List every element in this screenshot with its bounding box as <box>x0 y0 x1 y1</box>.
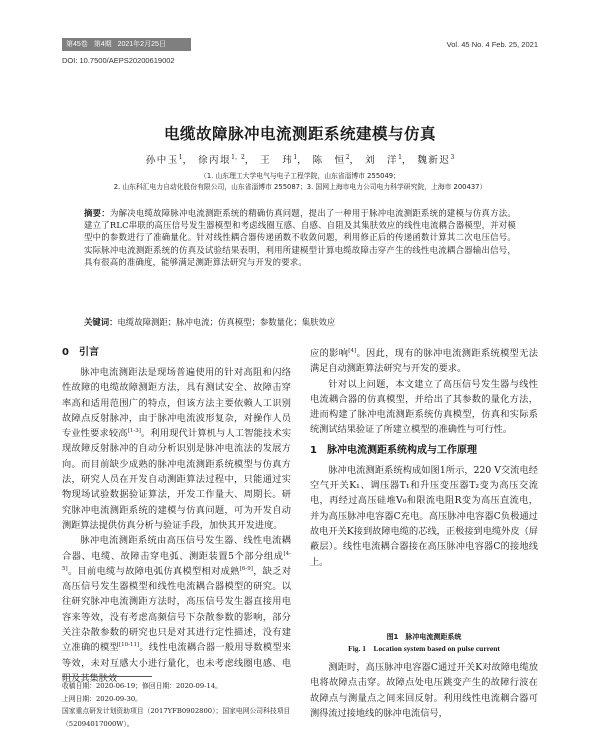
abstract <box>84 207 516 268</box>
affiliation-line-1: （1. 山东理工大学电气与电子工程学院，山东省淄博市 255049； <box>200 172 400 180</box>
author-affil: 3 <box>450 154 455 161</box>
date-label: 2021年2月25日 <box>117 41 166 48</box>
figure-caption-cn: 图1 脉冲电流测距系统 <box>386 633 462 641</box>
figure-caption-en: Fig. 1 Location system based on pulse current <box>348 644 500 653</box>
journal-citation: Vol. 45 No. 4 Feb. 25, 2021 <box>446 40 538 49</box>
doi-line: DOI: 10.7500/AEPS20200619002 <box>62 56 175 65</box>
paragraph: 脉冲电流测距系统构成如图1所示，220 V交流电经空气开关K₁、调压器T₁和升压变压器T₂变为高压交流电，再经过高压硅堆V₀和限流电阻R变为高压直流电，并为高压脉冲电容器C充电。高压脉冲电容器C负极通过故电开关K接到故障电缆的芯线，正极接到电缆外皮（屏蔽层）。线性电流耦合器接在高压脉冲电容器C的接地线上。 <box>310 464 538 568</box>
author-name: 魏新迟 <box>417 155 451 167</box>
paragraph-text: 。因此，现有的脉冲电流测距系统模型无法满足自动测距算法研究与开发的要求。 <box>310 348 538 375</box>
paragraph-text: 。线性电流耦合器一般用导数模型来等效，未对互感大小进行量化，也未考虑线圈电感、电阻及其集肤效 <box>62 642 292 684</box>
abstract-text: 为解决电缆故障脉冲电流测距系统的精确仿真问题，提出了一种用于脉冲电流测距系统的建模与仿真方法。建立了RLC串联的高压信号发生器模型和考虑线圈互感、自感、自阻及其集肤效应的线性电流耦合器模型，并对模型中的参数进行了准确量化。针对线性耦合器传递函数不收敛问题，利用修正后的传递函数计算其二次电压信号。实际脉冲电流测距系统的仿真及试验结果表明，利用所建模型计算电缆故障击穿产生的线性电流耦合器输出信号，具有很高的准确度，能够满足测距算法研究与开发的要求。 <box>84 208 516 267</box>
affiliation-line-2: 2. 山东科汇电力自动化股份有限公司，山东省淄博市 255087；3. 国网上海市电力公司电力科学研究院，上海市 200437） <box>113 183 487 191</box>
paper-title: 电缆故障脉冲电流测距系统建模与仿真 <box>163 125 436 143</box>
citation: [4] <box>348 347 357 354</box>
paragraph <box>62 365 291 533</box>
keywords <box>84 316 516 328</box>
journal-header-bar <box>62 38 191 51</box>
author-list: 孙中玉$^1$， 徐丙垠$^{1,2}$， 王 玮$^1$， 陈 恒$^2$， 刘 洋$^1$， 魏新迟$^3$ <box>145 154 455 167</box>
funding-note: 国家重点研发计划资助项目（2017YFB0902800）；国家电网公司科技项目（52094017000W）。 <box>62 707 291 728</box>
citation: [4-5] <box>62 550 291 572</box>
paragraph-text: 应的影响 <box>310 348 349 359</box>
figure-1 <box>310 538 538 628</box>
right-column-bottom <box>310 660 538 721</box>
paragraph <box>62 533 291 686</box>
section-heading-introduction: 0 引言 <box>62 347 99 358</box>
paragraph <box>310 346 538 377</box>
author-name: 陈 恒 <box>312 155 346 167</box>
author-name: 王 玮 <box>260 155 294 167</box>
citation: [1-3] <box>127 428 141 435</box>
citation: [10-11] <box>118 642 140 649</box>
author-name: 刘 洋 <box>365 155 399 167</box>
paragraph-text: 。利用现代计算机与人工智能技术实现故障反射脉冲的自动分析识别是脉冲电流法的发展方向。而目前缺少成熟的脉冲电流测距系统模型与仿真方法，研究人员在开发自动测距算法过程中，只能通过实物现场试验数据验证算法，开发工作量大、周期长。研究脉冲电流测距系统的建模与仿真问题，可为开发自动测距算法提供仿真分析与验证手段，加快其开发进度。 <box>62 428 292 531</box>
section-heading-system: 1 脉冲电流测距系统构成与工作原理 <box>310 444 477 456</box>
paragraph-text: 脉冲电流测距法是现场普遍使用的针对高阻和闪络性故障的电缆故障测距方法，具有测试安全、故障击穿率高和适用范围广的特点，但该方法主要依赖人工识别故障点反射脉冲，由于脉冲电流波形复杂，对操作人员专业性要求较高 <box>62 367 291 440</box>
citation: [6-9] <box>239 565 253 572</box>
volume-label: 第45卷 <box>66 41 88 48</box>
paragraph: 针对以上问题，本文建立了高压信号发生器与线性电流耦合器的仿真模型，并给出了其参数的量化方法，进而构建了脉冲电流测距系统仿真模型，仿真和实际系统测试结果验证了所建立模型的准确性与可行性。 <box>310 378 538 436</box>
right-column <box>310 346 538 570</box>
author-affil: 1 <box>293 154 298 161</box>
author-name: 徐丙垠 <box>198 155 232 167</box>
author-affil: 1 <box>178 154 183 161</box>
footnotes <box>62 680 291 730</box>
online-date: 上网日期：2020-09-30。 <box>62 694 142 703</box>
author-affil: 2 <box>345 154 350 161</box>
author-affil: 1，2 <box>231 154 245 161</box>
left-column <box>62 346 291 686</box>
received-date: 收稿日期：2020-06-19；修回日期：2020-09-14。 <box>62 682 222 690</box>
author-name: 孙中玉 <box>145 155 179 167</box>
paragraph-text: 脉冲电流测距系统由高压信号发生器、线性电流耦合器、电缆、故障击穿电弧、测距装置5个部分组成 <box>62 535 291 562</box>
paragraph-text: ，缺乏对高压信号发生器模型和线性电流耦合器模型的研究。以往研究脉冲电流测距方法时，高压信号发生器直接用电容来等效，没有考虑高频信号下杂散参数的影响，部分关注杂散参数的研究也只是对其进行定性描述，没有建立准确的模型 <box>62 565 292 654</box>
keywords-label: 关键词： <box>84 317 118 327</box>
author-affil: 1 <box>398 154 402 161</box>
footnote-rule <box>62 676 152 677</box>
paragraph: 测距时，高压脉冲电容器C通过开关K对故障电缆放电将故障点击穿。故障点处电压跳变产生的故障行波在故障点与测量点之间来回反射。利用线性电流耦合器可测得流过接地线的脉冲电流信号， <box>310 662 538 719</box>
keywords-text: 电缆故障测距；脉冲电流；仿真模型；参数量化；集肤效应 <box>117 317 336 327</box>
issue-label: 第4期 <box>93 41 112 48</box>
abstract-label: 摘要： <box>84 208 110 218</box>
paragraph-text: 。目前电缆与故障电弧仿真模型相对成熟 <box>67 565 240 577</box>
